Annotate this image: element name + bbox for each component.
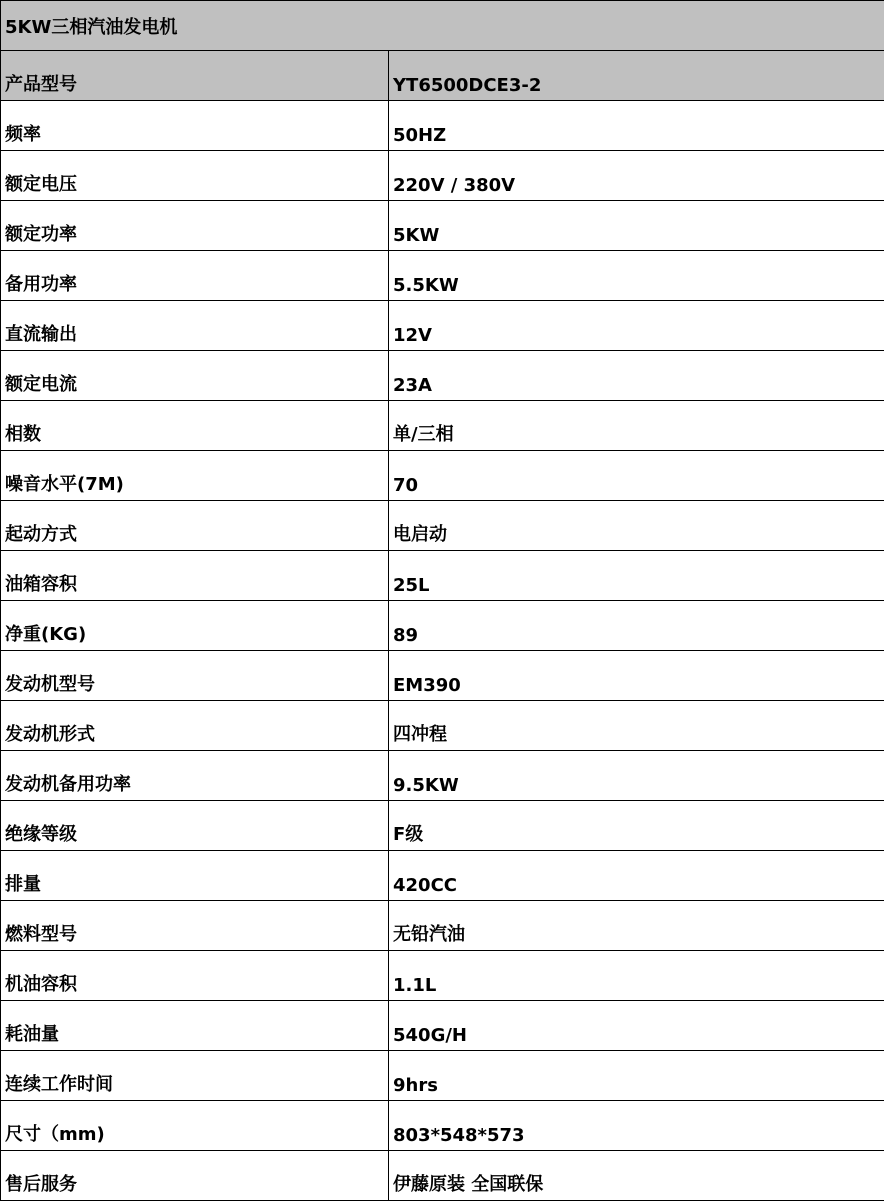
table-row xyxy=(1,351,884,401)
table-row xyxy=(1,151,884,201)
spec-label: 额定电流 xyxy=(1,351,389,401)
table-row xyxy=(1,651,884,701)
spec-value: 四冲程 xyxy=(389,701,884,751)
spec-label: 机油容积 xyxy=(1,951,389,1001)
table-row xyxy=(1,601,884,651)
spec-value: 伊藤原装 全国联保 xyxy=(389,1151,884,1201)
spec-value: 电启动 xyxy=(389,501,884,551)
table-row xyxy=(1,1001,884,1051)
spec-label: 相数 xyxy=(1,401,389,451)
table-row xyxy=(1,101,884,151)
spec-label: 直流输出 xyxy=(1,301,389,351)
spec-label: 油箱容积 xyxy=(1,551,389,601)
table-row xyxy=(1,1051,884,1101)
spec-table-body xyxy=(1,1,884,1201)
table-title-row xyxy=(1,1,884,51)
spec-label: 售后服务 xyxy=(1,1151,389,1201)
table-row xyxy=(1,201,884,251)
spec-label: 起动方式 xyxy=(1,501,389,551)
spec-label: 发动机备用功率 xyxy=(1,751,389,801)
spec-value: 单/三相 xyxy=(389,401,884,451)
table-row xyxy=(1,1101,884,1151)
spec-label: 耗油量 xyxy=(1,1001,389,1051)
spec-value: 50HZ xyxy=(389,101,884,151)
spec-label: 额定电压 xyxy=(1,151,389,201)
spec-label: 排量 xyxy=(1,851,389,901)
spec-value: 89 xyxy=(389,601,884,651)
spec-label: 备用功率 xyxy=(1,251,389,301)
spec-value: 1.1L xyxy=(389,951,884,1001)
table-row xyxy=(1,251,884,301)
spec-value: 无铅汽油 xyxy=(389,901,884,951)
spec-value: 25L xyxy=(389,551,884,601)
table-row xyxy=(1,501,884,551)
table-row xyxy=(1,751,884,801)
spec-value: 5KW xyxy=(389,201,884,251)
spec-label: 频率 xyxy=(1,101,389,151)
table-row xyxy=(1,901,884,951)
spec-value: 9hrs xyxy=(389,1051,884,1101)
table-row xyxy=(1,851,884,901)
spec-label: 连续工作时间 xyxy=(1,1051,389,1101)
spec-label: 绝缘等级 xyxy=(1,801,389,851)
spec-value: F级 xyxy=(389,801,884,851)
spec-value: EM390 xyxy=(389,651,884,701)
spec-label: 发动机型号 xyxy=(1,651,389,701)
table-row xyxy=(1,401,884,451)
spec-label: 发动机形式 xyxy=(1,701,389,751)
spec-value: 12V xyxy=(389,301,884,351)
spec-value: 9.5KW xyxy=(389,751,884,801)
spec-value: 420CC xyxy=(389,851,884,901)
spec-value: 5.5KW xyxy=(389,251,884,301)
spec-value: 220V / 380V xyxy=(389,151,884,201)
table-row xyxy=(1,701,884,751)
table-row xyxy=(1,451,884,501)
table-row xyxy=(1,1151,884,1201)
spec-value: 23A xyxy=(389,351,884,401)
table-row xyxy=(1,301,884,351)
table-row xyxy=(1,951,884,1001)
spec-value: 803*548*573 xyxy=(389,1101,884,1151)
spec-label: 净重(KG) xyxy=(1,601,389,651)
table-row xyxy=(1,801,884,851)
spec-value: 540G/H xyxy=(389,1001,884,1051)
spec-value: 70 xyxy=(389,451,884,501)
spec-label: 噪音水平(7M) xyxy=(1,451,389,501)
spec-label: 尺寸（mm) xyxy=(1,1101,389,1151)
table-row xyxy=(1,51,884,101)
spec-label: 产品型号 xyxy=(1,51,389,101)
spec-label: 额定功率 xyxy=(1,201,389,251)
spec-label: 燃料型号 xyxy=(1,901,389,951)
table-row xyxy=(1,551,884,601)
spec-value: YT6500DCE3-2 xyxy=(389,51,884,101)
table-title: 5KW三相汽油发电机 xyxy=(1,1,884,51)
